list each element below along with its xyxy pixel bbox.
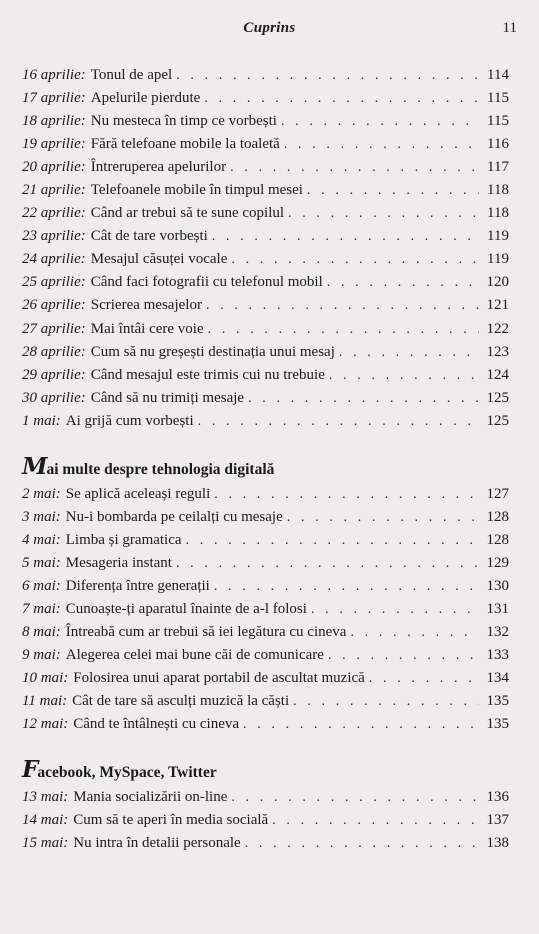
entry-page-number: 123 bbox=[486, 343, 509, 360]
section-initial: M bbox=[22, 452, 47, 480]
entry-title: Telefoanele mobile în timpul mesei bbox=[90, 182, 303, 199]
entry-date: 15 mai: bbox=[22, 835, 69, 852]
toc-entry bbox=[22, 621, 509, 644]
toc-entry bbox=[22, 483, 509, 506]
leader-dots bbox=[288, 202, 479, 225]
entry-date: 5 mai: bbox=[22, 554, 61, 571]
section-heading-social bbox=[22, 756, 509, 784]
leader-dots bbox=[214, 575, 479, 598]
leader-dots bbox=[206, 294, 479, 317]
leader-dots bbox=[176, 552, 479, 575]
leader-dots bbox=[204, 87, 479, 110]
entry-page-number: 125 bbox=[486, 389, 509, 406]
entry-title: Nu intra în detalii personale bbox=[73, 835, 241, 852]
entry-page-number: 137 bbox=[486, 812, 509, 829]
leader-dots bbox=[307, 179, 479, 202]
entry-page-number: 119 bbox=[487, 228, 509, 245]
running-title: Cuprins bbox=[243, 20, 296, 36]
leader-dots bbox=[231, 248, 479, 271]
entry-title: Întreabă cum ar trebui să iei legătura cu cineva bbox=[65, 624, 347, 641]
entry-title: Scrierea mesajelor bbox=[90, 297, 202, 314]
entry-date: 22 aprilie: bbox=[22, 205, 86, 222]
toc-entry bbox=[22, 87, 509, 110]
entry-page-number: 119 bbox=[487, 251, 509, 268]
entry-date: 4 mai: bbox=[22, 531, 61, 548]
toc-entry bbox=[22, 713, 509, 736]
toc-entry bbox=[22, 506, 509, 529]
entry-date: 9 mai: bbox=[22, 647, 61, 664]
toc-entry bbox=[22, 667, 509, 690]
toc-entry bbox=[22, 410, 509, 433]
toc-entry bbox=[22, 248, 509, 271]
entry-page-number: 120 bbox=[486, 274, 509, 291]
entry-page-number: 135 bbox=[486, 716, 509, 733]
entry-date: 11 mai: bbox=[22, 693, 68, 710]
entry-page-number: 125 bbox=[486, 412, 509, 429]
entry-date: 29 aprilie: bbox=[22, 366, 86, 383]
toc-entry bbox=[22, 552, 509, 575]
leader-dots bbox=[208, 318, 479, 341]
april-entries bbox=[22, 64, 509, 433]
leader-dots bbox=[245, 832, 479, 855]
entry-title: Cât de tare să asculți muzică la căști bbox=[72, 693, 290, 710]
leader-dots bbox=[369, 667, 479, 690]
entry-title: Mesajul căsuței vocale bbox=[90, 251, 228, 268]
entry-date: 1 mai: bbox=[22, 412, 61, 429]
toc-entry bbox=[22, 110, 509, 133]
entry-title: Nu-i bombarda pe ceilalți cu mesaje bbox=[65, 508, 283, 525]
leader-dots bbox=[311, 598, 479, 621]
leader-dots bbox=[329, 364, 479, 387]
toc-entry bbox=[22, 644, 509, 667]
entry-date: 10 mai: bbox=[22, 670, 69, 687]
section-initial: F bbox=[22, 756, 38, 784]
leader-dots bbox=[339, 341, 479, 364]
toc-entry bbox=[22, 809, 509, 832]
entry-page-number: 135 bbox=[486, 693, 509, 710]
toc-entry bbox=[22, 832, 509, 855]
toc-entry bbox=[22, 318, 509, 341]
entry-page-number: 130 bbox=[486, 577, 509, 594]
entry-title: Nu mesteca în timp ce vorbești bbox=[90, 113, 277, 130]
entry-date: 18 aprilie: bbox=[22, 113, 86, 130]
entry-page-number: 131 bbox=[486, 600, 509, 617]
leader-dots bbox=[230, 156, 479, 179]
entry-title: Tonul de apel bbox=[90, 67, 173, 83]
entry-page-number: 124 bbox=[486, 366, 509, 383]
toc-entry bbox=[22, 575, 509, 598]
entry-title: Diferența între generații bbox=[65, 577, 210, 594]
entry-page-number: 122 bbox=[486, 320, 509, 337]
leader-dots bbox=[293, 690, 479, 713]
toc-entry bbox=[22, 294, 509, 317]
toc-entry bbox=[22, 156, 509, 179]
entry-date: 19 aprilie: bbox=[22, 136, 86, 153]
entry-title: Întreruperea apelurilor bbox=[90, 159, 227, 176]
toc-entry bbox=[22, 598, 509, 621]
leader-dots bbox=[350, 621, 479, 644]
toc-entry bbox=[22, 387, 509, 410]
toc-entry bbox=[22, 786, 509, 809]
entry-title: Ai grijă cum vorbești bbox=[65, 412, 194, 429]
entry-title: Cunoaște-ți aparatul înainte de a-l folosi bbox=[65, 600, 307, 617]
entry-page-number: 127 bbox=[486, 485, 509, 502]
entry-title: Se aplică aceleași reguli bbox=[65, 485, 211, 502]
entry-date: 27 aprilie: bbox=[22, 320, 86, 337]
section-title: acebook, MySpace, Twitter bbox=[37, 764, 217, 782]
entry-date: 12 mai: bbox=[22, 716, 69, 733]
entry-date: 13 mai: bbox=[22, 789, 69, 806]
table-of-contents bbox=[22, 64, 509, 855]
entry-page-number: 115 bbox=[487, 113, 509, 130]
entry-date: 21 aprilie: bbox=[22, 182, 86, 199]
entry-title: Mesageria instant bbox=[65, 554, 172, 571]
entry-page-number: 116 bbox=[487, 136, 509, 153]
page-header bbox=[0, 0, 539, 50]
leader-dots bbox=[214, 483, 479, 506]
entry-date: 24 aprilie: bbox=[22, 251, 86, 268]
entry-title: Mania socializării on-line bbox=[73, 789, 228, 806]
section-title: ai multe despre tehnologia digitală bbox=[46, 460, 275, 478]
entry-page-number: 117 bbox=[487, 159, 509, 176]
entry-date: 14 mai: bbox=[22, 812, 69, 829]
entry-date: 30 aprilie: bbox=[22, 389, 86, 406]
leader-dots bbox=[327, 271, 479, 294]
entry-page-number: 118 bbox=[487, 205, 509, 222]
entry-title: Când să nu trimiți mesaje bbox=[90, 389, 245, 406]
leader-dots bbox=[248, 387, 479, 410]
entry-date: 6 mai: bbox=[22, 577, 61, 594]
entry-page-number: 121 bbox=[486, 297, 509, 314]
entry-title: Când mesajul este trimis cui nu trebuie bbox=[90, 366, 325, 383]
entry-date: 16 aprilie: bbox=[22, 67, 86, 83]
toc-entry bbox=[22, 690, 509, 713]
leader-dots bbox=[198, 410, 479, 433]
toc-entry bbox=[22, 133, 509, 156]
leader-dots bbox=[281, 110, 479, 133]
toc-entry bbox=[22, 179, 509, 202]
toc-entry bbox=[22, 341, 509, 364]
entry-date: 25 aprilie: bbox=[22, 274, 86, 291]
entry-page-number: 118 bbox=[487, 182, 509, 199]
entry-title: Alegerea celei mai bune căi de comunicare bbox=[65, 647, 324, 664]
entry-page-number: 128 bbox=[486, 531, 509, 548]
toc-entry bbox=[22, 529, 509, 552]
entry-date: 26 aprilie: bbox=[22, 297, 86, 314]
entry-page-number: 134 bbox=[486, 670, 509, 687]
leader-dots bbox=[272, 809, 479, 832]
entry-page-number: 133 bbox=[486, 647, 509, 664]
page-number: 11 bbox=[502, 20, 517, 36]
entry-title: Fără telefoane mobile la toaletă bbox=[90, 136, 280, 153]
entry-date: 8 mai: bbox=[22, 624, 61, 641]
entry-title: Cum să te aperi în media socială bbox=[73, 812, 269, 829]
entry-date: 28 aprilie: bbox=[22, 343, 86, 360]
entry-page-number: 136 bbox=[486, 789, 509, 806]
entry-page-number: 114 bbox=[487, 67, 509, 83]
entry-title: Cât de tare vorbești bbox=[90, 228, 208, 245]
entry-date: 3 mai: bbox=[22, 508, 61, 525]
leader-dots bbox=[284, 133, 479, 156]
entry-title: Limba și gramatica bbox=[65, 531, 182, 548]
entry-title: Apelurile pierdute bbox=[90, 90, 201, 107]
entry-date: 2 mai: bbox=[22, 485, 61, 502]
entry-date: 7 mai: bbox=[22, 600, 61, 617]
entry-title: Folosirea unui aparat portabil de ascultat muzică bbox=[73, 670, 365, 687]
leader-dots bbox=[243, 713, 479, 736]
entry-title: Cum să nu greșești destinația unui mesaj bbox=[90, 343, 335, 360]
leader-dots bbox=[328, 644, 479, 667]
entry-page-number: 129 bbox=[486, 554, 509, 571]
digital-entries bbox=[22, 483, 509, 737]
entry-title: Când faci fotografii cu telefonul mobil bbox=[90, 274, 323, 291]
entry-page-number: 132 bbox=[486, 624, 509, 641]
toc-entry bbox=[22, 64, 509, 87]
entry-page-number: 115 bbox=[487, 90, 509, 107]
entry-title: Mai întâi cere voie bbox=[90, 320, 204, 337]
entry-page-number: 138 bbox=[486, 835, 509, 852]
leader-dots bbox=[212, 225, 479, 248]
entry-page-number: 128 bbox=[486, 508, 509, 525]
toc-entry bbox=[22, 364, 509, 387]
leader-dots bbox=[176, 64, 479, 87]
leader-dots bbox=[287, 506, 479, 529]
entry-date: 20 aprilie: bbox=[22, 159, 86, 176]
leader-dots bbox=[231, 786, 479, 809]
toc-entry bbox=[22, 271, 509, 294]
entry-date: 23 aprilie: bbox=[22, 228, 86, 245]
toc-entry bbox=[22, 225, 509, 248]
entry-date: 17 aprilie: bbox=[22, 90, 86, 107]
toc-entry bbox=[22, 202, 509, 225]
entry-title: Când te întâlnești cu cineva bbox=[73, 716, 240, 733]
section-heading-digital bbox=[22, 453, 509, 481]
social-entries bbox=[22, 786, 509, 855]
leader-dots bbox=[186, 529, 479, 552]
entry-title: Când ar trebui să te sune copilul bbox=[90, 205, 285, 222]
